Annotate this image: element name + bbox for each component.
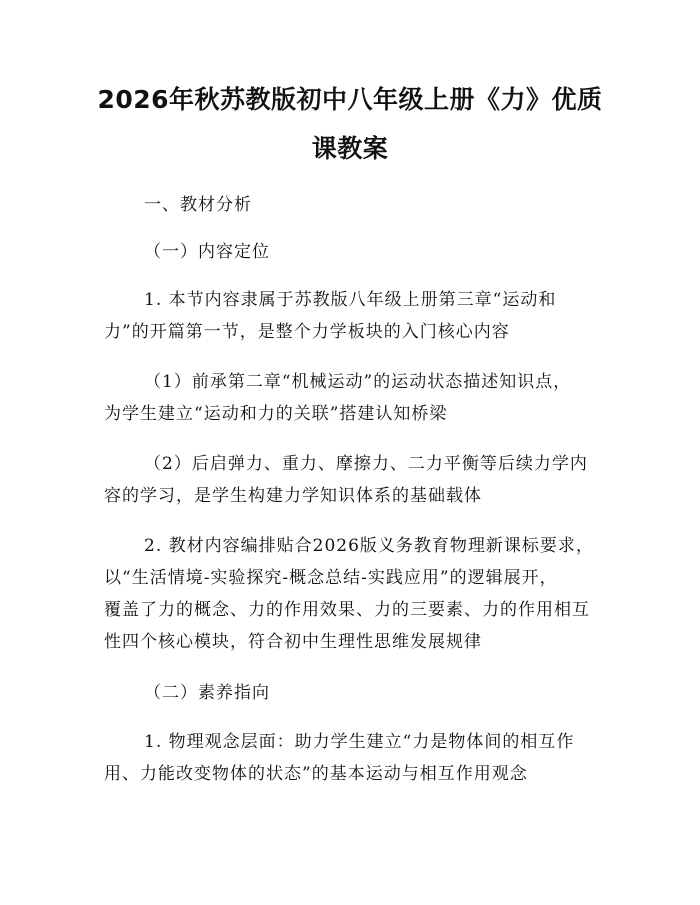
paragraph-line: 为学生建立“运动和力的关联”搭建认知桥梁	[104, 404, 448, 424]
subsection-heading: （二）素养指向	[144, 683, 270, 703]
paragraph-line: 以“生活情境-实验探究-概念总结-实践应用”的逻辑展开，	[104, 568, 558, 588]
paragraph-line: 容的学习，是学生构建力学知识体系的基础载体	[104, 486, 482, 506]
paragraph-line: 用、力能改变物体的状态”的基本运动与相互作用观念	[104, 764, 528, 784]
paragraph-line: （1）前承第二章“机械运动”的运动状态描述知识点，	[144, 372, 572, 392]
paragraph-line: 1. 本节内容隶属于苏教版八年级上册第三章“运动和	[144, 290, 557, 310]
paragraph-line: 覆盖了力的概念、力的作用效果、力的三要素、力的作用相互	[104, 600, 590, 620]
paragraph-line: 1. 物理观念层面：助力学生建立“力是物体间的相互作	[144, 732, 575, 752]
document-title-line-2: 课教案	[311, 134, 389, 163]
paragraph-line: 2. 教材内容编排贴合2026版义务教育物理新课标要求，	[144, 536, 594, 556]
subsection-heading: （一）内容定位	[144, 242, 270, 262]
paragraph-line: 性四个核心模块，符合初中生理性思维发展规律	[104, 632, 482, 652]
section-heading: 一、教材分析	[144, 195, 252, 215]
paragraph-line: 力”的开篇第一节，是整个力学板块的入门核心内容	[104, 322, 510, 342]
paragraph-line: （2）后启弹力、重力、摩擦力、二力平衡等后续力学内	[144, 454, 588, 474]
document-title-line-1: 2026年秋苏教版初中八年级上册《力》优质	[97, 85, 603, 114]
